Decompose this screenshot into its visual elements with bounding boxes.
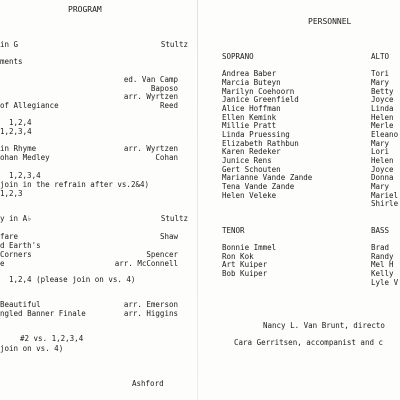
alto-name: Helen <box>371 113 394 122</box>
director-credit: Nancy L. Van Brunt, directo <box>263 321 385 330</box>
program-credit: arr. Wyrtzen <box>123 92 178 101</box>
program-line: in Rhyme <box>0 144 37 153</box>
program-line: join on vs. 4) <box>0 344 64 353</box>
bass-name: Lyle V <box>371 278 399 287</box>
alto-name: Linda <box>371 104 394 113</box>
program-line: ments <box>0 57 23 66</box>
soprano-name: Karen Redeker <box>222 147 281 156</box>
bass-name: Randy <box>371 252 394 261</box>
bass-name: Kelly <box>371 269 394 278</box>
program-line: fare <box>0 232 19 241</box>
soprano-name: Junice Rens <box>222 156 272 165</box>
program-line: d Earth's <box>0 241 41 250</box>
bass-name: Mel H <box>371 260 394 269</box>
program-line: y in A♭ <box>0 214 32 223</box>
program-line: 1,2,3,4 <box>9 171 41 180</box>
alto-name: Donna <box>371 173 394 182</box>
soprano-name: Ellen Kemink <box>222 113 277 122</box>
soprano-name: Linda Pruessing <box>222 130 290 139</box>
program-line: 1,2,3 <box>0 189 23 198</box>
program-credit: arr. Wyrtzen <box>123 144 178 153</box>
program-line: ngled Banner Finale <box>0 309 86 318</box>
tenor-name: Bob Kuiper <box>222 269 268 278</box>
alto-name: Shirle <box>371 199 399 208</box>
soprano-name: Marcia Buteyn <box>222 78 281 87</box>
alto-name: Lori <box>371 147 390 156</box>
program-line: Beautiful <box>0 300 41 309</box>
program-credit: Reed <box>159 101 178 110</box>
program-credit: Shaw <box>159 232 178 241</box>
soprano-name: Janice Greenfield <box>222 95 299 104</box>
program-line: in G <box>0 40 19 49</box>
bass-heading: BASS <box>371 226 390 235</box>
tenor-name: Ron Kok <box>222 252 254 261</box>
soprano-name: Marianne Vande Zande <box>222 173 313 182</box>
program-line: ohan Medley <box>0 153 50 162</box>
soprano-name: Elizabeth Rathbun <box>222 139 299 148</box>
soprano-name: Helen Veleke <box>222 191 277 200</box>
alto-name: Joyce <box>371 95 394 104</box>
tenor-name: Bonnie Immel <box>222 243 277 252</box>
soprano-name: Alice Hoffman <box>222 104 281 113</box>
program-line: 1,2,4 (please join on vs. 4) <box>9 275 136 284</box>
soprano-name: Tena Vande Zande <box>222 182 295 191</box>
program-credit: ed. Van Camp <box>123 75 178 84</box>
program-credit: arr. Emerson <box>123 300 178 309</box>
soprano-name: Marilyn Coehoorn <box>222 87 295 96</box>
soprano-name: Gert Schouten <box>222 165 281 174</box>
program-credit: Cohan <box>155 153 178 162</box>
program-line: join in the refrain after vs.2&4) <box>0 180 150 189</box>
program-credit: arr. Higgins <box>123 309 178 318</box>
accompanist-credit: Cara Gerritsen, accompanist and c <box>234 338 384 347</box>
alto-name: Joyce <box>371 165 394 174</box>
alto-name: Tori <box>371 69 390 78</box>
bass-name: Brad <box>371 243 390 252</box>
alto-heading: ALTO <box>371 52 390 61</box>
program-credit: Stultz <box>160 40 188 49</box>
program-line: Ashford <box>132 379 164 388</box>
alto-name: Mariel <box>371 191 399 200</box>
personnel-heading: PERSONNEL <box>308 17 352 26</box>
program-heading: PROGRAM <box>68 5 102 14</box>
program-credit: Spencer <box>146 250 178 259</box>
alto-name: Eleano <box>371 130 399 139</box>
alto-name: Helen <box>371 156 394 165</box>
program-line: e <box>0 259 5 268</box>
alto-name: Mary <box>371 139 390 148</box>
tenor-name: Art Kuiper <box>222 260 268 269</box>
program-credit: Baposo <box>150 84 178 93</box>
program-line: 1,2,3,4 <box>0 127 32 136</box>
alto-name: Mary <box>371 78 390 87</box>
page-fold <box>197 0 198 400</box>
tenor-heading: TENOR <box>222 226 245 235</box>
program-credit: arr. McConnell <box>114 259 178 268</box>
program-line: of Allegiance <box>0 101 59 110</box>
soprano-name: Millie Pratt <box>222 121 277 130</box>
program-line: Corners <box>0 250 32 259</box>
soprano-heading: SOPRANO <box>222 52 254 61</box>
program-line: #2 vs. 1,2,3,4 <box>20 334 84 343</box>
soprano-name: Andrea Baber <box>222 69 277 78</box>
alto-name: Merle <box>371 121 394 130</box>
alto-name: Betty <box>371 87 394 96</box>
program-credit: Stultz <box>160 214 188 223</box>
program-line: 1,2,4 <box>9 118 32 127</box>
alto-name: Mary <box>371 182 390 191</box>
